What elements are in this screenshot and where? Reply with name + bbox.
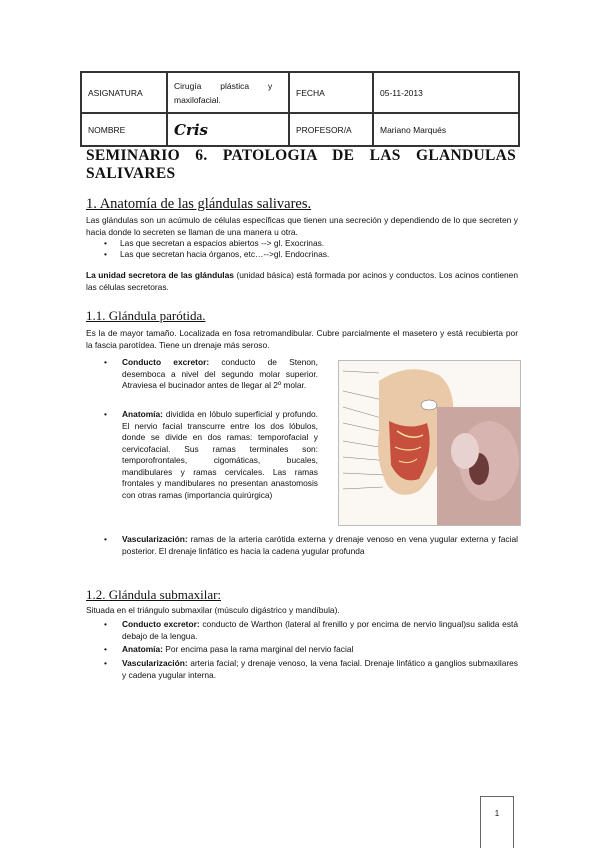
section-1-1-heading: 1.1. Glándula parótida. [86, 308, 206, 323]
list-item: Vascularización: arteria facial; y drenaje venoso, la vena facial. Drenaje linfático a ganglios submaxilares y cadena yugular interna. [122, 658, 518, 680]
header-table [80, 71, 520, 147]
nombre-value: Cris [167, 113, 289, 146]
bullet-dot: • [104, 534, 107, 544]
bullet-dot: • [104, 238, 107, 248]
list-item: Anatomía: dividida en lóbulo superficial y profundo. El nervio facial transcurre entre los dos lóbulos, donde se divide en dos ramas: temporofacial y cervicofacial. Sus ramas terminales son: temporofrontales, cigomáticas, bucales, mandibulares y ramas cervicales. Las ramas frontales y mandibulares no presentan anastomosis con otras ramas (importancia quirúrgica) [122, 409, 318, 500]
list-item: Vascularización: ramas de la arteria carótida externa y drenaje venoso en vena yugular externa y facial posterior. El drenaje linfático es hacia la cadena yugular profunda [122, 534, 518, 556]
section-1-1-intro: Es la de mayor tamaño. Localizada en fosa retromandibular. Cubre parcialmente el masetero y está recubierta por la fascia parotídea. Tiene un drenaje más seroso. [86, 328, 518, 350]
section-1-intro: Las glándulas son un acúmulo de células específicas que tienen una secreción y dependiendo de lo que secreten y hacia donde lo secreten se llaman de una manera u otra. [86, 215, 518, 237]
bullet-dot: • [104, 409, 107, 419]
document-title-line2: SALIVARES [86, 165, 176, 182]
profesor-label: PROFESOR/A [289, 113, 373, 146]
list-item: Anatomía: Por encima pasa la rama marginal del nervio facial [122, 644, 354, 654]
fecha-label: FECHA [289, 72, 373, 113]
section-1-2-intro: Situada en el triángulo submaxilar (músculo digástrico y mandíbula). [86, 605, 340, 615]
list-item: Conducto excretor: conducto de Stenon, desemboca a nivel del segundo molar superior. Atraviesa el bucinador antes de llegar al 2º molar. [122, 357, 318, 390]
list-item: Las que secretan hacia órganos, etc…-->gl. Endocrinas. [120, 249, 330, 259]
parotid-anatomy-image [338, 360, 521, 526]
bullet-dot: • [104, 619, 107, 629]
list-item: Las que secretan a espacios abiertos --> gl. Exocrinas. [120, 238, 325, 248]
asignatura-value: Cirugía plástica y maxilofacial. [167, 72, 289, 113]
unit-paragraph: La unidad secretora de las glándulas (unidad básica) está formada por acinos y conductos. Los acinos contienen las células secretoras. [86, 270, 519, 292]
bullet-dot: • [104, 249, 107, 259]
bullet-dot: • [104, 644, 107, 654]
nombre-label: NOMBRE [81, 113, 167, 146]
section-1-2-heading: 1.2. Glándula submaxilar: [86, 587, 222, 602]
list-item: Conducto excretor: conducto de Warthon (lateral al frenillo y por encima de nervio lingual)su salida está debajo de la lengua. [122, 619, 518, 641]
page-number: 1 [480, 796, 514, 848]
asignatura-label: ASIGNATURA [81, 72, 167, 113]
profesor-value: Mariano Marqués [373, 113, 519, 146]
fecha-value: 05-11-2013 [373, 72, 519, 113]
bullet-dot: • [104, 357, 107, 367]
bullet-dot: • [104, 658, 107, 668]
document-title: SEMINARIO 6. PATOLOGIA DE LAS GLANDULAS [86, 147, 516, 164]
section-1-heading: 1. Anatomía de las glándulas salivares. [86, 196, 312, 212]
